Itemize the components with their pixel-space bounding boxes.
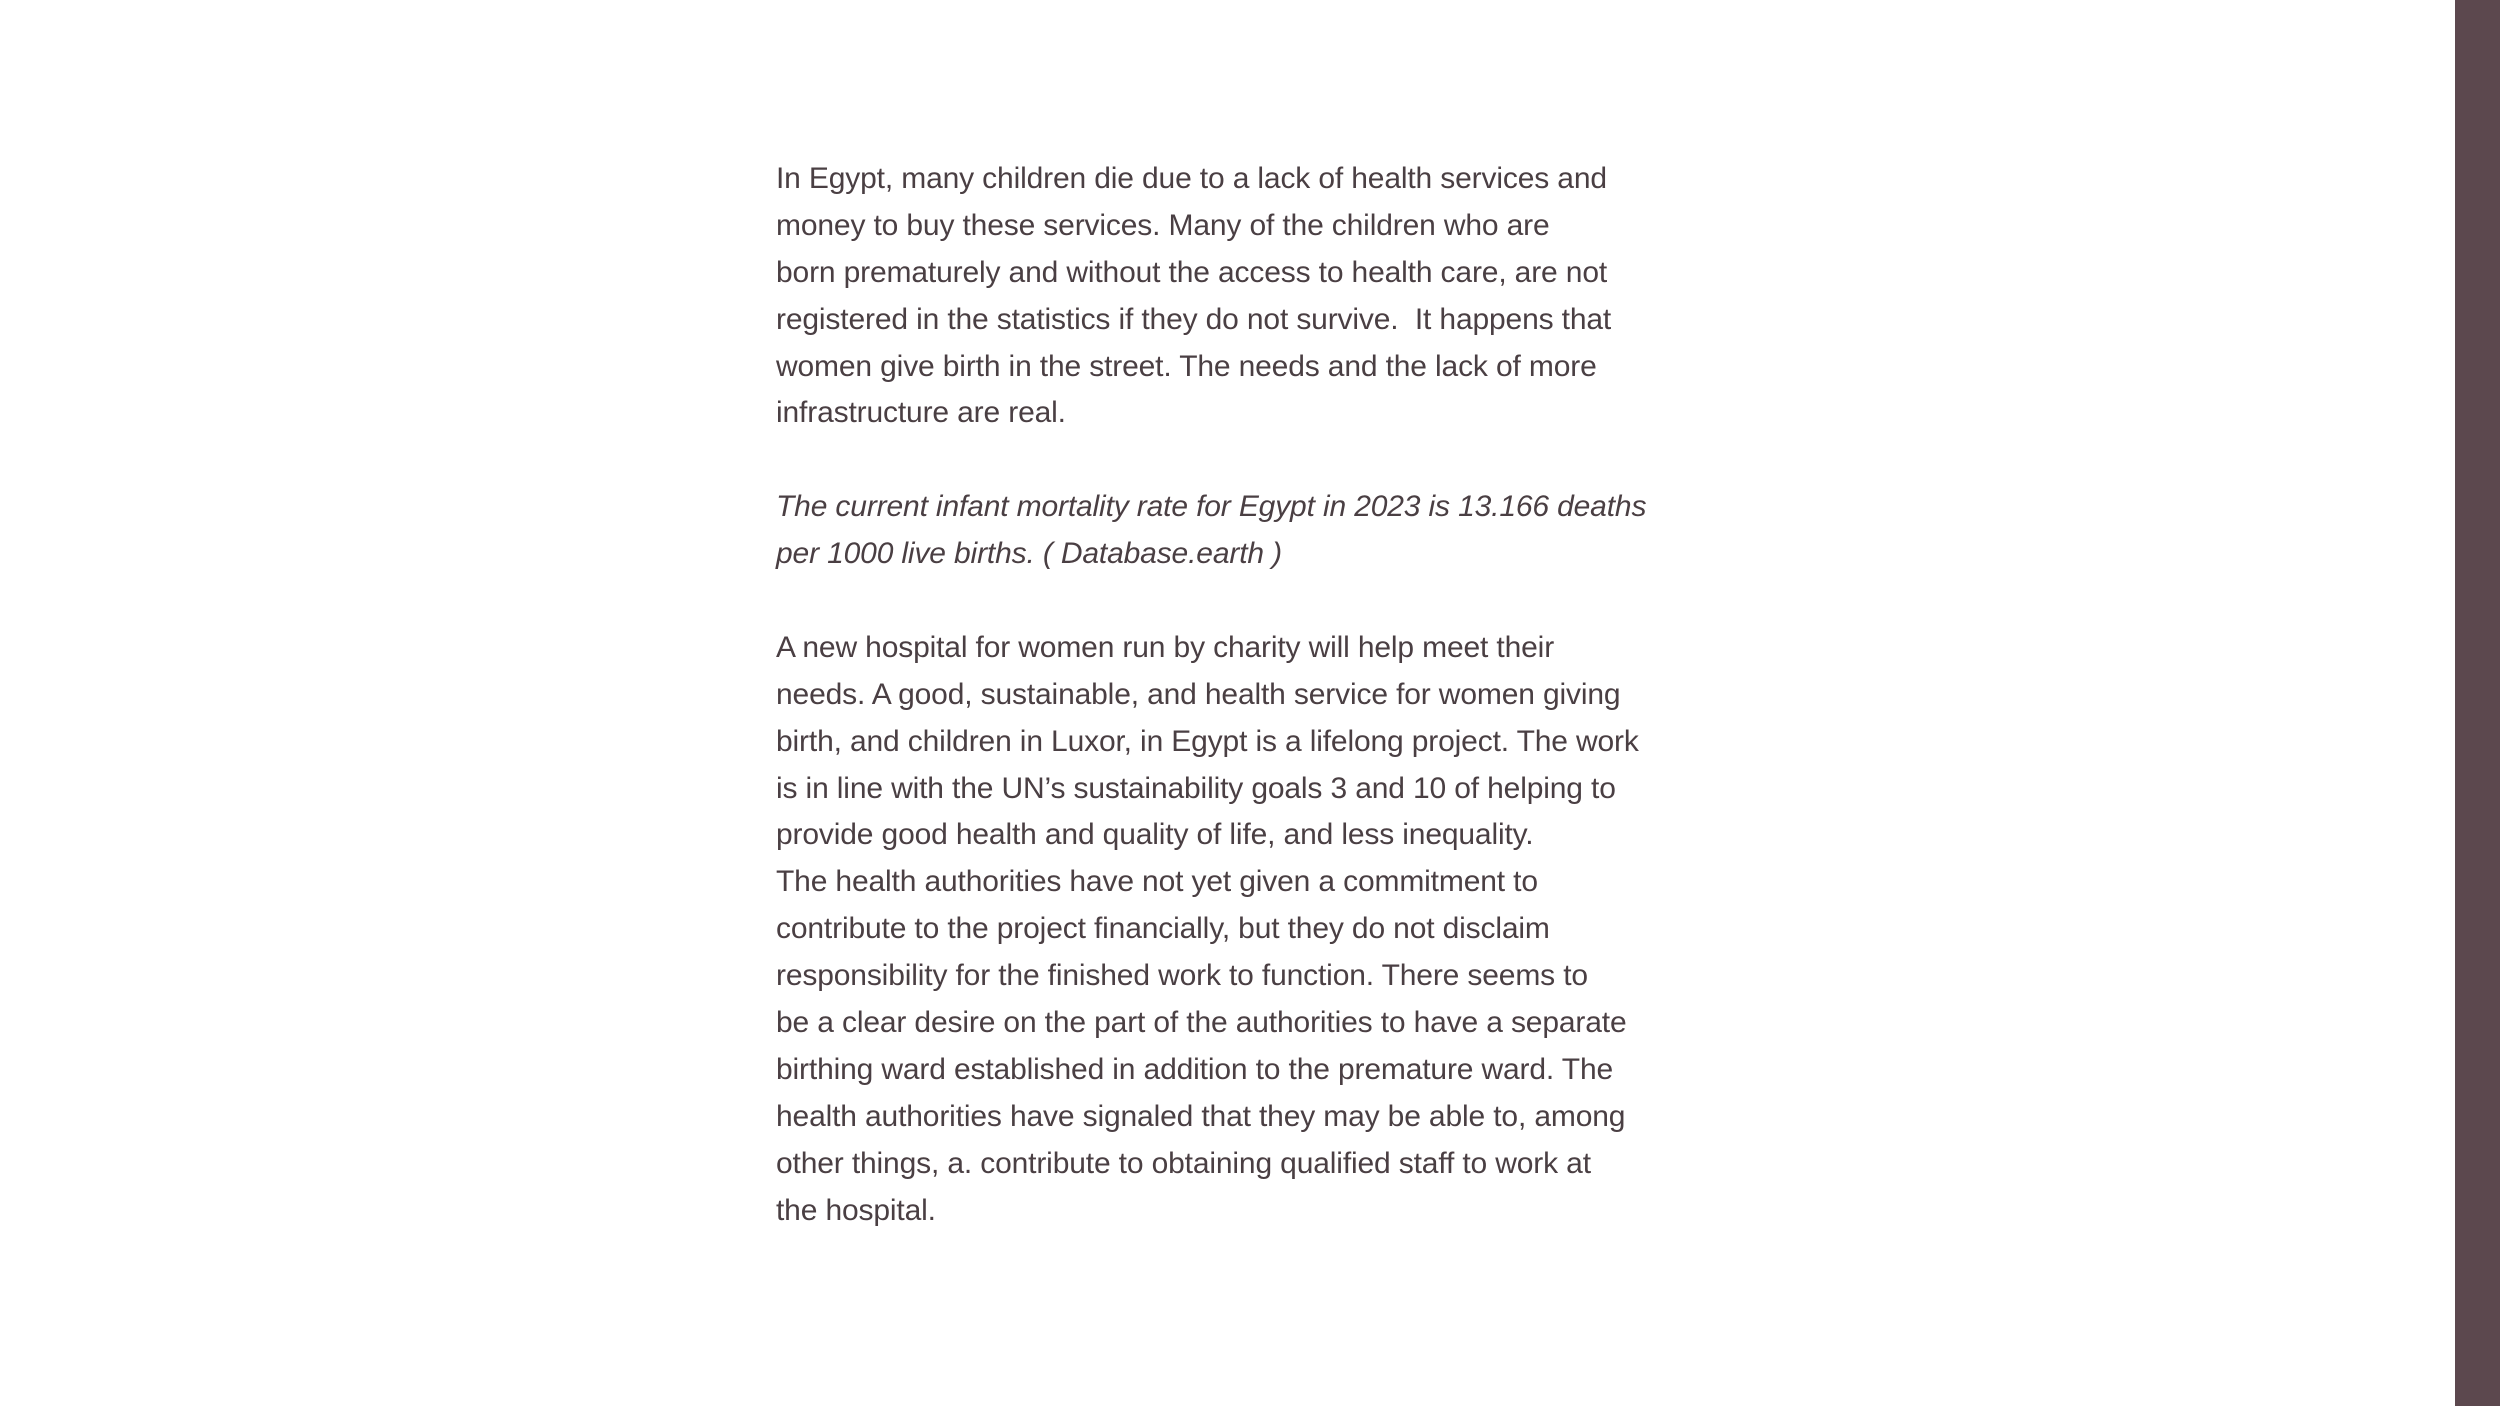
quote-line: per 1000 live births. ( Database.earth ) — [776, 537, 1282, 571]
text-line: provide good health and quality of life, and less inequality. — [776, 818, 1534, 852]
text-line: needs. A good, sustainable, and health service for women giving — [776, 677, 1621, 711]
text-line: contribute to the project financially, but they do not disclaim — [776, 912, 1550, 946]
text-line: money to buy these services. Many of the children who are — [776, 208, 1550, 242]
text-line: registered in the statistics if they do not survive. It happens that — [776, 302, 1612, 336]
text-column — [776, 156, 1676, 1234]
paragraph-gap — [776, 578, 1676, 625]
text-line: A new hospital for women run by charity will help meet their — [776, 630, 1555, 664]
text-line: birthing ward established in addition to the premature ward. The — [776, 1052, 1614, 1086]
text-line: responsibility for the finished work to function. There seems to — [776, 959, 1588, 993]
text-line: In Egypt, many children die due to a lack of health services and — [776, 162, 1607, 195]
text-line: women give birth in the street. The needs and the lack of more — [776, 349, 1597, 383]
text-line: health authorities have signaled that they may be able to, among — [776, 1099, 1626, 1133]
text-line: the hospital. — [776, 1193, 936, 1227]
quote-line: The current infant mortality rate for Egypt in 2023 is 13.166 deaths — [776, 490, 1647, 524]
mortality-quote — [776, 484, 1676, 578]
text-line: birth, and children in Luxor, in Egypt is a lifelong project. The work — [776, 724, 1639, 758]
text-line: born prematurely and without the access to health care, are not — [776, 255, 1608, 289]
paragraph-authorities — [776, 859, 1676, 1234]
text-line: be a clear desire on the part of the authorities to have a separate — [776, 1006, 1627, 1040]
side-bar — [2455, 0, 2500, 1406]
text-line: is in line with the UN’s sustainability goals 3 and 10 of helping to — [776, 771, 1616, 805]
text-line: other things, a. contribute to obtaining qualified staff to work at — [776, 1146, 1591, 1180]
paragraph-intro — [776, 156, 1676, 437]
paragraph-hospital — [776, 625, 1676, 859]
text-line: infrastructure are real. — [776, 396, 1066, 430]
text-line: The health authorities have not yet given a commitment to — [776, 865, 1538, 899]
paragraph-gap — [776, 437, 1676, 484]
